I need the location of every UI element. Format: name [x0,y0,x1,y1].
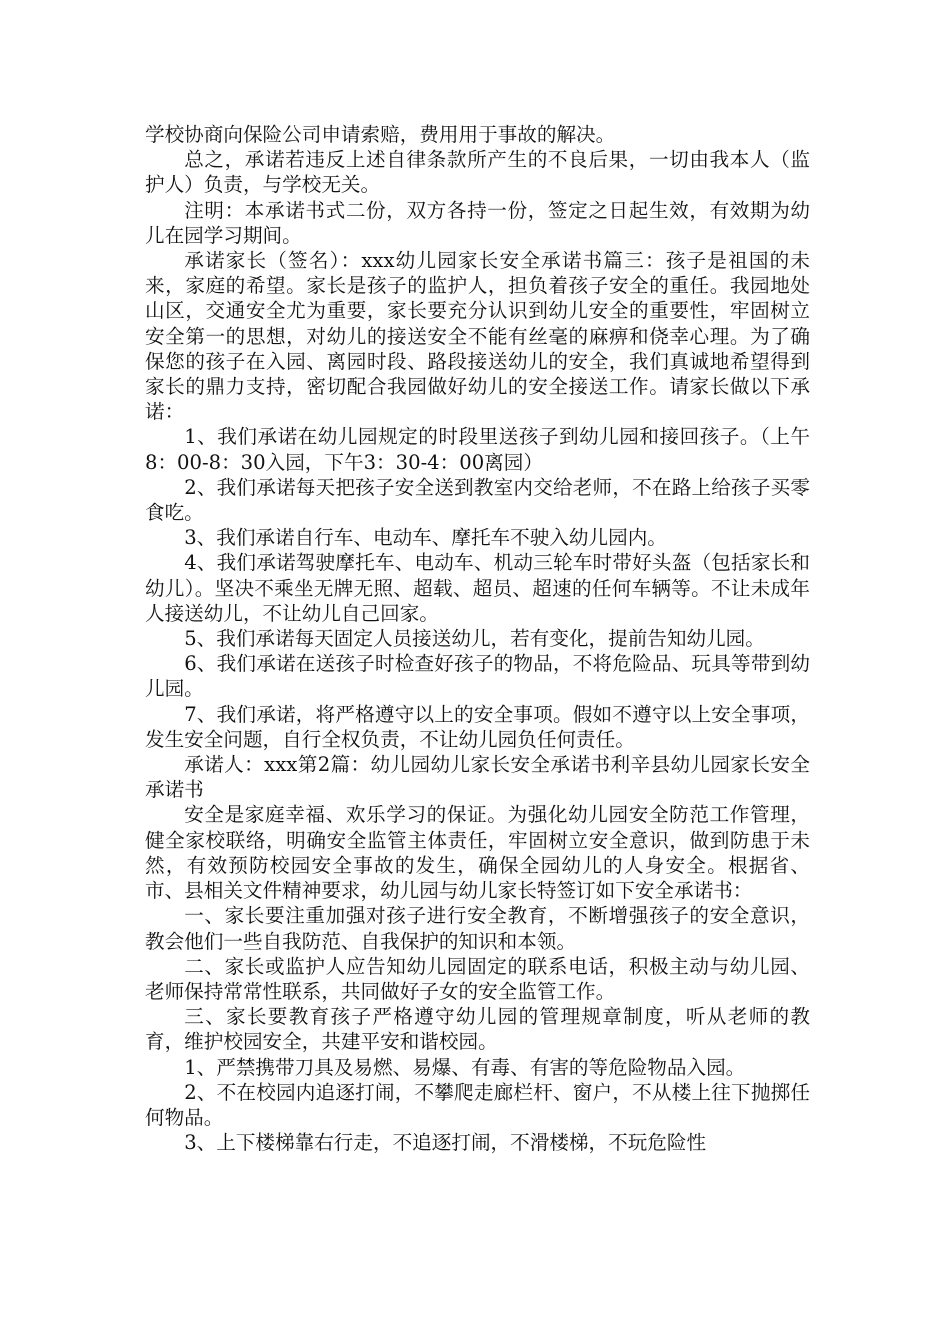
paragraph-rule-3: 3、上下楼梯靠右行走，不追逐打闹，不滑楼梯，不玩危险性 [184,1131,707,1155]
paragraph-promise-1: 1、我们承诺在幼儿园规定的时段里送孩子到幼儿园和接回孩子。（上午8：00-8：30入园，下午3：30-4：00离园） [145,425,810,474]
paragraph-safety-intro: 安全是家庭幸福、欢乐学习的保证。为强化幼儿园安全防范工作管理，健全家校联络，明确安全监管主体责任，牢固树立安全意识，做到防患于未然，有效预防校园安全事故的发生，确保全园幼儿的人身安全。根据省、市、县相关文件精神要求，幼儿园与幼儿家长特签订如下安全承诺书： [145,803,810,903]
paragraph-signatory-and-part-two-title: 承诺人：xxx第2篇：幼儿园幼儿家长安全承诺书利辛县幼儿园家长安全承诺书 [145,753,810,802]
paragraph-section-one: 一、家长要注重加强对孩子进行安全教育，不断增强孩子的安全意识，教会他们一些自我防范、自我保护的知识和本领。 [145,904,810,953]
paragraph-promise-6: 6、我们承诺在送孩子时检查好孩子的物品，不将危险品、玩具等带到幼儿园。 [145,652,810,701]
paragraph-promise-5: 5、我们承诺每天固定人员接送幼儿，若有变化，提前告知幼儿园。 [184,627,765,651]
paragraph-promise-4: 4、我们承诺驾驶摩托车、电动车、机动三轮车时带好头盔（包括家长和幼儿）。坚决不乘坐无牌无照、超载、超员、超速的任何车辆等。不让未成年人接送幼儿，不让幼儿自己回家。 [145,551,810,625]
paragraph-promise-3: 3、我们承诺自行车、电动车、摩托车不驶入幼儿园内。 [184,526,667,550]
paragraph-promise-7: 7、我们承诺，将严格遵守以上的安全事项。假如不遵守以上安全事项，发生安全问题，自行全权负责，不让幼儿园负任何责任。 [145,702,810,751]
paragraph-note: 注明：本承诺书式二份，双方各持一份，签定之日起生效，有效期为幼儿在园学习期间。 [145,198,810,247]
paragraph-rule-2: 2、不在校园内追逐打闹，不攀爬走廊栏杆、窗户，不从楼上往下抛掷任何物品。 [145,1080,810,1129]
paragraph-summary: 总之，承诺若违反上述自律条款所产生的不良后果，一切由我本人（监护人）负责，与学校无关。 [145,148,810,197]
paragraph-section-two: 二、家长或监护人应告知幼儿园固定的联系电话，积极主动与幼儿园、老师保持常常性联系，共同做好子女的安全监管工作。 [145,954,810,1003]
paragraph-parent-signature-and-part-three: 承诺家长（签名）：xxx幼儿园家长安全承诺书篇三：孩子是祖国的未来，家庭的希望。家长是孩子的监护人，担负着孩子安全的重任。我园地处山区，交通安全尤为重要，家长要充分认识到幼儿安全的重要性，牢固树立安全第一的思想，对幼儿的接送安全不能有丝毫的麻痹和侥幸心理。为了确保您的孩子在入园、离园时段、路段接送幼儿的安全，我们真诚地希望得到家长的鼎力支持，密切配合我园做好幼儿的安全接送工作。请家长做以下承诺： [145,249,810,424]
document-body [145,122,810,1155]
paragraph-claim-continuation: 学校协商向保险公司申请索赔，费用用于事故的解决。 [145,123,616,146]
paragraph-section-three: 三、家长要教育孩子严格遵守幼儿园的管理规章制度，听从老师的教育，维护校园安全，共建平安和谐校园。 [145,1005,810,1054]
paragraph-promise-2: 2、我们承诺每天把孩子安全送到教室内交给老师，不在路上给孩子买零食吃。 [145,475,810,525]
paragraph-rule-1: 1、严禁携带刀具及易燃、易爆、有毒、有害的等危险物品入园。 [184,1055,746,1079]
